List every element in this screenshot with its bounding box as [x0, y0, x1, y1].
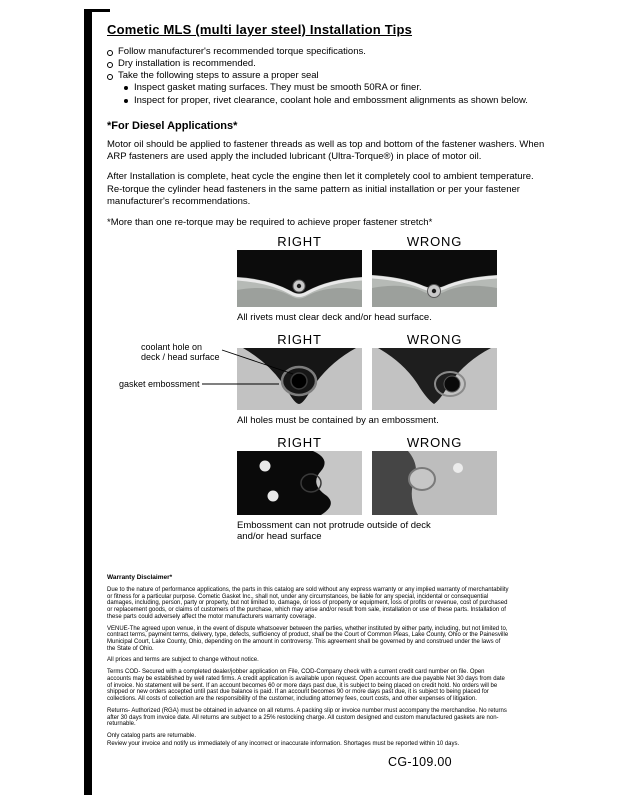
- hole-wrong-photo: [372, 348, 497, 410]
- wrong-label: WRONG: [406, 434, 463, 450]
- embossment-right-photo: [237, 451, 362, 515]
- disclaimer-paragraph: Returns- Authorized (RGA) must be obtained in advance on all returns. A packing slip or invoice number must accompany the merchandise. No returns after 30 days from invoice date. All returns are subject to a 25% restocking charge. All custom designed and custom manufactured gaskets are non-returnable.: [107, 707, 507, 728]
- tip-item: Dry installation is recommended.: [107, 58, 595, 70]
- rivet-caption: All rivets must clear deck and/or head surface.: [237, 311, 432, 323]
- diesel-applications-heading: *For Diesel Applications*: [107, 119, 238, 132]
- right-label: RIGHT: [277, 331, 322, 347]
- coolant-label-line1: coolant hole on: [141, 341, 203, 352]
- tip-item: Take the following steps to assure a proper seal: [107, 70, 595, 82]
- wrong-label: WRONG: [406, 233, 463, 249]
- disclaimer-paragraph: All prices and terms are subject to change without notice.: [107, 657, 259, 664]
- main-content: [107, 22, 595, 552]
- right-label: RIGHT: [277, 233, 322, 249]
- embossment-caption: Embossment can not protrude outside of deck and/or head surface: [237, 519, 431, 543]
- rivet-wrong-photo: [372, 250, 497, 307]
- hole-contained-diagram: [237, 348, 362, 410]
- binding-edge-bar: [84, 9, 92, 795]
- right-label: RIGHT: [277, 434, 322, 450]
- embossment-wrong-photo: [372, 451, 497, 515]
- disclaimer-paragraph: Due to the nature of performance applications, the parts in this catalog are sold without any express warranty or any implied warranty of merchantability or fitness for a particular purpose. Cometic Gasket Inc., shall not, under any circumstances, be liable for any special, incidental or consequential damages, including, person, party or property, but not limited to, damage, or loss of property or equipment, loss of profits or revenue, cost of purchased or replacement goods, or claims of customers of the purchase, which may arise and/or result from sale, installation or use of these parts. Installation of these parts could adversely affect the motor manufacturers warranty coverage.: [107, 587, 509, 620]
- diesel-paragraph-1: Motor oil should be applied to fastener threads as well as top and bottom of the fastener washers. When ARP fasteners are used apply the included lubricant (Ultra-Torque®) in place of motor oil.: [107, 138, 545, 163]
- hole-caption: All holes must be contained by an embossment.: [237, 414, 439, 426]
- embossment-protruding-diagram: [372, 451, 497, 515]
- page-title: Cometic MLS (multi layer steel) Installation Tips: [107, 22, 413, 37]
- gasket-embossment-annotation: gasket embossment: [119, 378, 200, 389]
- rivet-right-photo: [237, 250, 362, 307]
- diagram-section: [107, 234, 595, 544]
- warranty-disclaimer-heading: Warranty Disclaimer*: [107, 574, 173, 581]
- embossment-inside-diagram: [237, 451, 362, 515]
- tip-item: Follow manufacturer's recommended torque specifications.: [107, 46, 595, 58]
- embossment-images: [107, 451, 595, 515]
- right-wrong-labels: [107, 435, 595, 451]
- hole-right-photo: [237, 348, 362, 410]
- retorque-note: *More than one re-torque may be required to achieve proper fastener stretch*: [107, 216, 433, 228]
- diagram-row-rivets: [107, 234, 595, 323]
- coolant-label-line2: deck / head surface: [141, 352, 220, 363]
- installation-tips-list: [107, 46, 595, 107]
- rivet-images: [107, 250, 595, 307]
- diesel-paragraph-2: After Installation is complete, heat cycle the engine then let it completely cool to ambient temperature. Re-torque the cylinder head fasteners in the same pattern as initial installation or per your fastener manufacturer's recommendations.: [107, 171, 534, 208]
- disclaimer-paragraph: Review your invoice and notify us immediately of any incorrect or inaccurate information. Shortages must be reported within 10 days.: [107, 740, 460, 747]
- wrong-label: WRONG: [406, 331, 463, 347]
- coolant-hole-annotation: [141, 342, 220, 364]
- rivet-interference-diagram: [372, 250, 497, 307]
- diagram-row-embossment: [107, 435, 595, 544]
- page-code: CG-109.00: [388, 755, 452, 769]
- corner-tick: [84, 9, 110, 12]
- disclaimer-paragraph: VENUE-The agreed upon venue, in the event of dispute whatsoever between the parties, whether instituted by either party, including, but not limited to, contract terms, payment terms, delivery, type, defects, sufficiency of product, shall be the Court of Common Pleas, Lake County, Ohio or the Painesville Municipal Court, Lake County, Ohio, depending on the amount in controversy. This agreement shall be governed by and construed under the laws of the State of Ohio.: [107, 625, 509, 652]
- hole-uncontained-diagram: [372, 348, 497, 410]
- diagram-row-holes: [107, 332, 595, 426]
- right-wrong-labels: [107, 234, 595, 250]
- tip-sub-item: Inspect gasket mating surfaces. They must be smooth 50RA or finer.: [107, 82, 595, 94]
- rivet-clear-diagram: [237, 250, 362, 307]
- disclaimer-paragraph: Terms COD- Secured with a completed dealer/jobber application on File, COD-Company check with a current credit card number on file. Open accounts may be established by well rated firms. A credit application is available upon request. Open accounts are due payable Net 30 days from date of invoice. No statement will be sent. If an account becomes 60 or more days past due, it is subject to being placed on credit hold. No orders will be shipped or new orders accepted until past due balance is paid. If an account becomes 90 or more days past due, it is subject to being placed for collections. All costs of collection are the responsibility of the customer, including attorney fees, court costs, and other expenses of litigation.: [107, 669, 505, 703]
- warranty-disclaimer: [107, 574, 509, 752]
- tip-sub-item: Inspect for proper, rivet clearance, coolant hole and embossment alignments as shown below.: [107, 95, 595, 107]
- disclaimer-paragraph: Only catalog parts are returnable.: [107, 732, 197, 739]
